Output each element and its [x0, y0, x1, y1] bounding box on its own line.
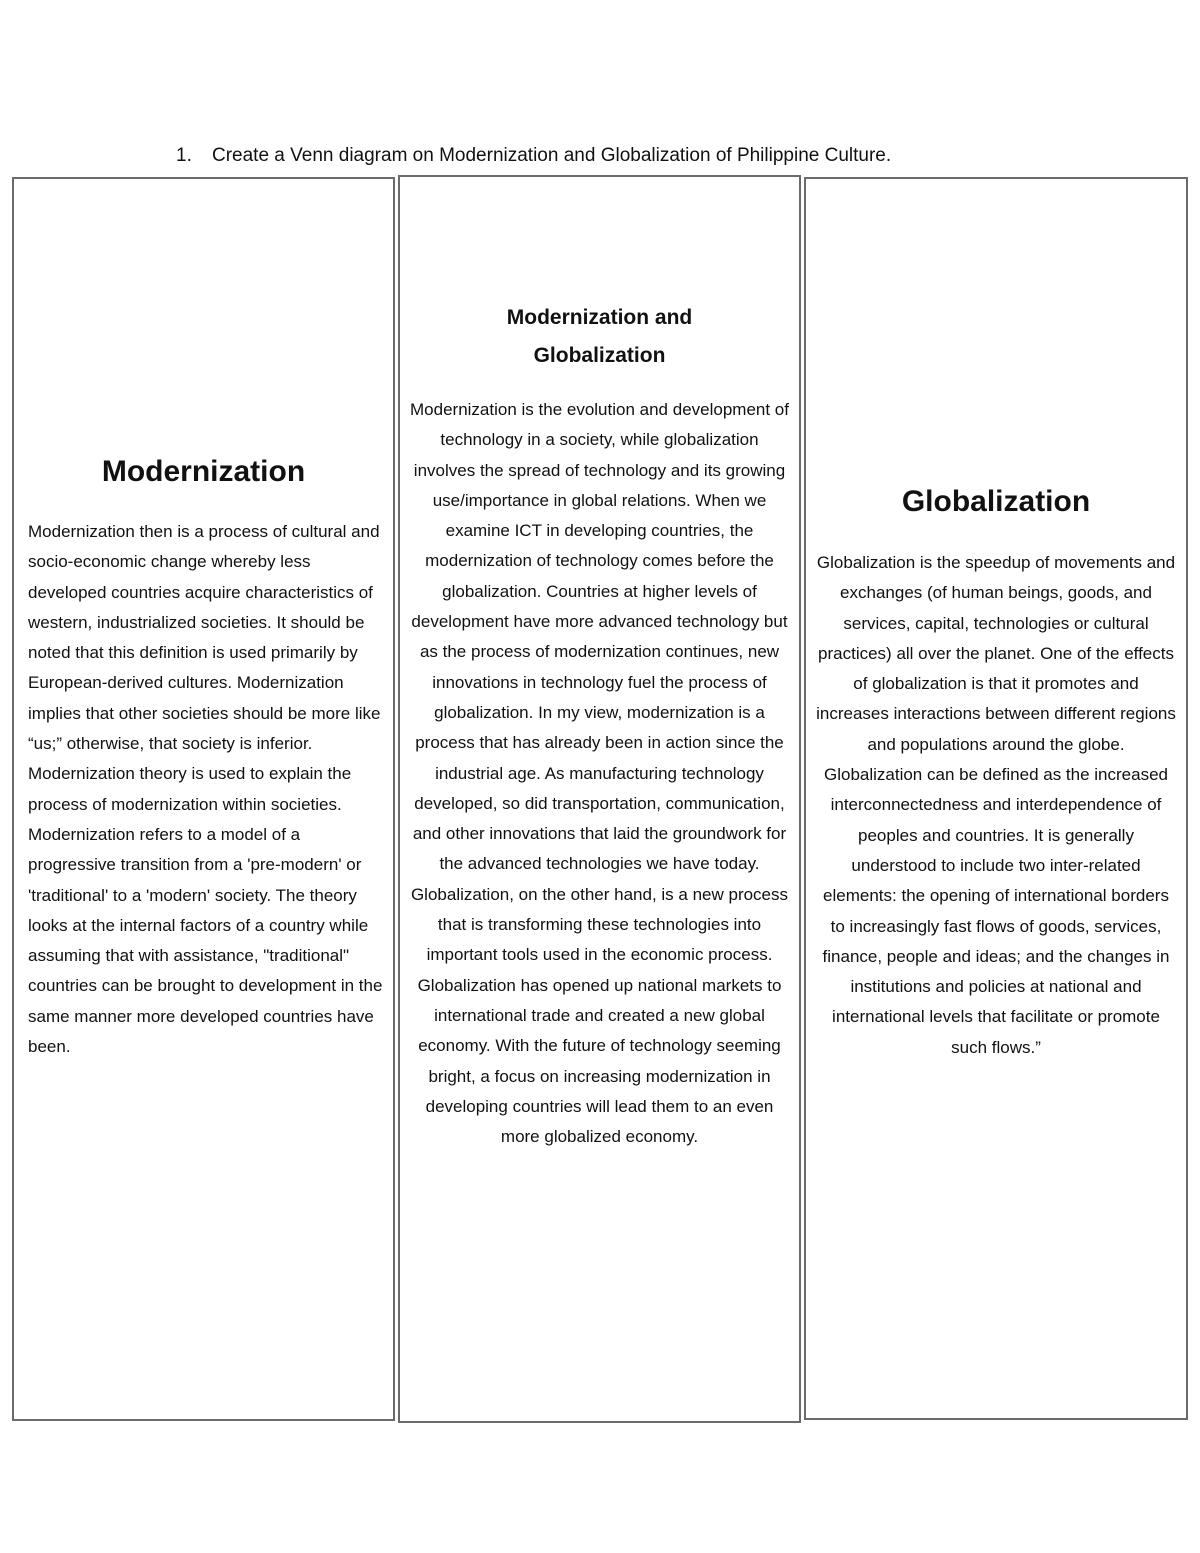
modernization-title: Modernization [101, 455, 306, 488]
overlap-box [398, 175, 801, 1423]
instruction-number: 1. [176, 145, 192, 166]
globalization-title: Globalization [901, 485, 1091, 518]
globalization-text: Globalization is the speedup of movements and exchanges (of human beings, goods, and services, capital, technologies or cultural practices) all over the planet. One of the effects of globalization is that it promotes and increases interactions between different regions and populations around the globe. Globalization can be defined as the increased interconnectedness and interdependence of peoples and countries. It is generally understood to include two inter-related elements: the opening of international borders to increasingly fast flows of goods, services, finance, people and ideas; and the changes in institutions and policies at national and international levels that facilitate or promote such flows.” [816, 553, 1176, 1057]
overlap-text: Modernization is the evolution and development of technology in a society, while globalization involves the spread of technology and its growing use/importance in global relations. When we examine ICT in developing countries, the modernization of technology comes before the globalization. Countries at higher levels of development have more advanced technology but as the process of modernization continues, new innovations in technology fuel the process of globalization. In my view, modernization is a process that has already been in action since the industrial age. As manufacturing technology developed, so did transportation, communication, and other innovations that laid the groundwork for the advanced technologies we have today. Globalization, on the other hand, is a new process that is transforming these technologies into important tools used in the economic process. Globalization has opened up national markets to international trade and created a new global economy. With the future of technology seeming bright, a focus on increasing modernization in developing countries will lead them to an even more globalized economy. [410, 400, 789, 1147]
globalization-box [804, 177, 1188, 1420]
modernization-box [12, 177, 395, 1421]
modernization-text: Modernization then is a process of cultural and socio-economic change whereby less developed countries acquire characteristics of western, industrialized societies. It should be noted that this definition is used primarily by European-derived cultures. Modernization implies that other societies should be more like “us;” otherwise, that society is inferior. Modernization theory is used to explain the process of modernization within societies. Modernization refers to a model of a progressive transition from a 'pre-modern' or 'traditional' to a 'modern' society. The theory looks at the internal factors of a country while assuming that with assistance, "traditional" countries can be brought to development in the same manner more developed countries have been. [28, 522, 383, 1057]
overlap-title: Modernization and Globalization [506, 306, 693, 367]
instruction-line [176, 144, 891, 168]
instruction-text: Create a Venn diagram on Modernization and Globalization of Philippine Culture. [212, 145, 892, 166]
